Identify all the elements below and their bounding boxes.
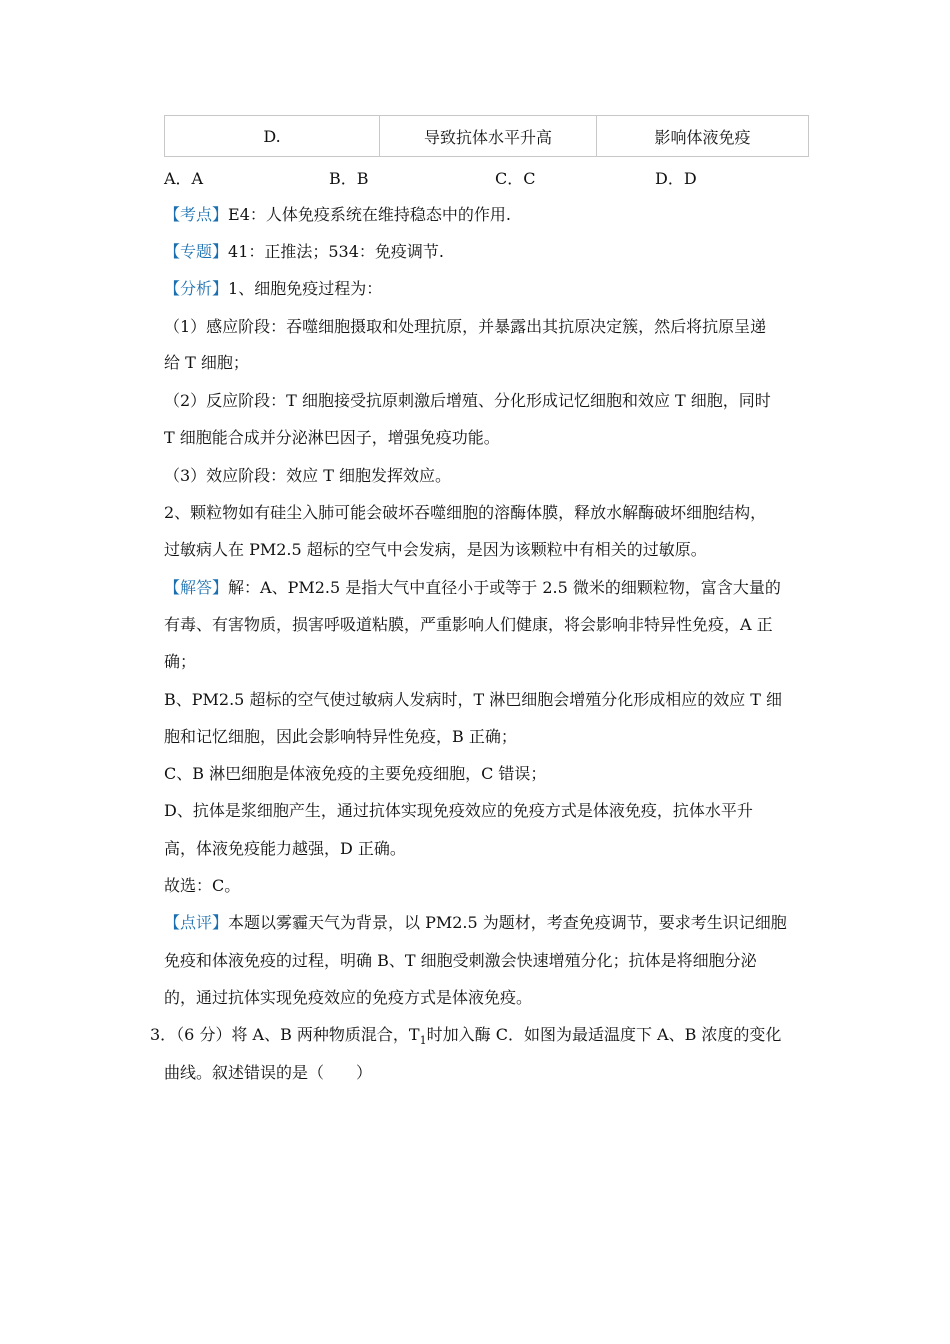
table-row bbox=[165, 116, 809, 157]
fenxi-line: （1）感应阶段：吞噬细胞摄取和处理抗原，并暴露出其抗原决定簇，然后将抗原呈递 bbox=[164, 317, 767, 336]
option-table bbox=[164, 115, 809, 157]
zhuanti-line bbox=[164, 241, 809, 263]
jieda-line: D、抗体是浆细胞产生，通过抗体实现免疫效应的免疫方式是体液免疫，抗体水平升 bbox=[164, 801, 753, 820]
fenxi-line: T 细胞能合成并分泌淋巴因子，增强免疫功能。 bbox=[164, 428, 500, 447]
choice-a: A．A bbox=[164, 169, 204, 188]
fenxi-line: （2）反应阶段：T 细胞接受抗原刺激后增殖、分化形成记忆细胞和效应 T 细胞，同时 bbox=[164, 391, 771, 410]
answer-choices bbox=[164, 166, 809, 188]
fenxi-line bbox=[164, 278, 809, 300]
jieda-line: 高，体液免疫能力越强，D 正确。 bbox=[164, 839, 406, 858]
zhuanti-text: 41：正推法；534：免疫调节. bbox=[228, 242, 445, 261]
jieda-tag: 【解答】 bbox=[164, 578, 229, 597]
kaodian-line bbox=[164, 204, 809, 226]
question-3-line bbox=[150, 1024, 795, 1052]
fenxi-tag: 【分析】 bbox=[164, 279, 229, 298]
choice-c: C．C bbox=[495, 169, 536, 188]
dianping-line: 免疫和体液免疫的过程，明确 B、T 细胞受刺激会快速增殖分化；抗体是将细胞分泌 bbox=[164, 951, 757, 970]
jieda-line: 有毒、有害物质，损害呼吸道粘膜，严重影响人们健康，将会影响非特异性免疫，A 正 bbox=[164, 615, 773, 634]
kaodian-text: E4：人体免疫系统在维持稳态中的作用. bbox=[228, 205, 511, 224]
jieda-line: B、PM2.5 超标的空气使过敏病人发病时，T 淋巴细胞会增殖分化形成相应的效应 T 细 bbox=[164, 690, 783, 709]
dianping-line bbox=[164, 912, 809, 934]
table-cell: 影响体液免疫 bbox=[597, 116, 809, 157]
fenxi-line: 2、颗粒物如有硅尘入肺可能会破坏吞噬细胞的溶酶体膜，释放水解酶破坏细胞结构， bbox=[164, 503, 767, 522]
question-3-line: 曲线。叙述错误的是（ ） bbox=[164, 1063, 373, 1082]
choice-b: B．B bbox=[329, 169, 369, 188]
dianping-tag: 【点评】 bbox=[164, 913, 229, 932]
question-3-text: 时加入酶 C．如图为最适温度下 A、B 浓度的变化 bbox=[426, 1025, 782, 1044]
jieda-line: C、B 淋巴细胞是体液免疫的主要免疫细胞，C 错误； bbox=[164, 764, 547, 783]
jieda-line bbox=[164, 577, 809, 599]
kaodian-tag: 【考点】 bbox=[164, 205, 229, 224]
jieda-line: 故选：C。 bbox=[164, 876, 241, 895]
subscript: 1 bbox=[419, 1034, 427, 1048]
fenxi-line: 给 T 细胞； bbox=[164, 353, 249, 372]
fenxi-line: （3）效应阶段：效应 T 细胞发挥效应。 bbox=[164, 466, 452, 485]
dianping-text: 本题以雾霾天气为背景，以 PM2.5 为题材，考查免疫调节，要求考生识记细胞 bbox=[228, 913, 787, 932]
jieda-line: 胞和记忆细胞，因此会影响特异性免疫，B 正确； bbox=[164, 727, 517, 746]
dianping-line: 的，通过抗体实现免疫效应的免疫方式是体液免疫。 bbox=[164, 988, 533, 1007]
table-cell: D. bbox=[165, 116, 380, 157]
fenxi-line: 过敏病人在 PM2.5 超标的空气中会发病，是因为该颗粒中有相关的过敏原。 bbox=[164, 540, 707, 559]
zhuanti-tag: 【专题】 bbox=[164, 242, 229, 261]
fenxi-text: 1、细胞免疫过程为： bbox=[228, 279, 383, 298]
choice-d: D．D bbox=[655, 169, 697, 188]
table-cell: 导致抗体水平升高 bbox=[380, 116, 597, 157]
question-3-text: 3．（6 分）将 A、B 两种物质混合，T bbox=[150, 1025, 420, 1044]
jieda-line: 确； bbox=[164, 652, 197, 671]
jieda-text: 解：A、PM2.5 是指大气中直径小于或等于 2.5 微米的细颗粒物，富含大量的 bbox=[228, 578, 781, 597]
